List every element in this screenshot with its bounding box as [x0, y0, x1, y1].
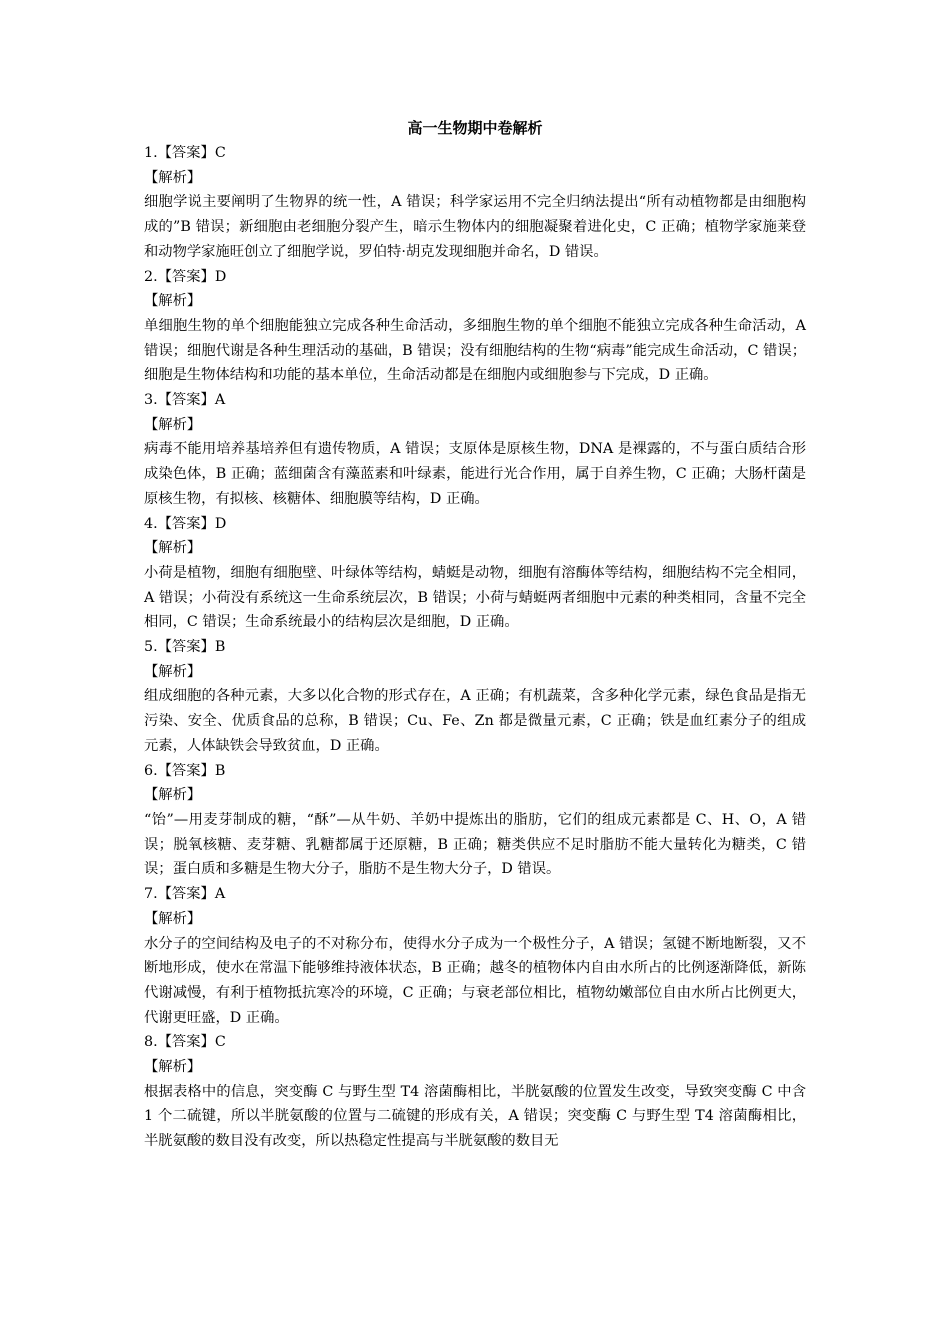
answer-heading: 2.【答案】D — [144, 268, 227, 285]
analysis-text: 病毒不能用培养基培养但有遗传物质，A 错误；支原体是原核生物，DNA 是裸露的，不与蛋白质结合形成染色体，B 正确；蓝细菌含有藻蓝素和叶绿素，能进行光合作用，属于自养生物，C 正确；大肠杆菌是原核生物，有拟核、核糖体、细胞膜等结构，D 正确。 — [144, 441, 806, 507]
analysis-label: 【解析】 — [144, 416, 202, 433]
analysis-label: 【解析】 — [144, 540, 202, 557]
answer-heading: 4.【答案】D — [144, 515, 227, 532]
analysis-text: 组成细胞的各种元素，大多以化合物的形式存在，A 正确；有机蔬菜，含多种化学元素，绿色食品是指无污染、安全、优质食品的总称，B 错误；Cu、Fe、Zn 都是微量元素，C 正确；铁是血红素分子的组成元素，人体缺铁会导致贫血，D 正确。 — [144, 688, 806, 754]
answer-heading: 3.【答案】A — [144, 392, 226, 409]
answer-heading: 5.【答案】B — [144, 639, 226, 656]
answer-item-8 — [144, 1030, 806, 1154]
answer-heading: 7.【答案】A — [144, 886, 226, 903]
analysis-text: “饴”—用麦芽制成的糖，“酥”—从牛奶、羊奶中提炼出的脂肪，它们的组成元素都是 C、H、O，A 错误；脱氧核糖、麦芽糖、乳糖都属于还原糖，B 正确；糖类供应不足时脂肪不能大量转化为糖类，C 错误；蛋白质和多糖是生物大分子，脂肪不是生物大分子，D 错误。 — [144, 811, 806, 878]
answer-heading: 6.【答案】B — [144, 762, 226, 779]
answer-item-3 — [144, 388, 806, 512]
document-page — [144, 115, 806, 1154]
answer-heading: 8.【答案】C — [144, 1034, 226, 1051]
answer-item-6 — [144, 759, 806, 883]
analysis-label: 【解析】 — [144, 169, 202, 186]
document-title: 高一生物期中卷解析 — [407, 119, 543, 137]
analysis-label: 【解析】 — [144, 910, 202, 927]
answer-item-4 — [144, 512, 806, 636]
answer-item-7 — [144, 882, 806, 1030]
analysis-text: 水分子的空间结构及电子的不对称分布，使得水分子成为一个极性分子，A 错误；氢键不断地断裂，又不断地形成，使水在常温下能够维持液体状态，B 正确；越冬的植物体内自由水所占的比例逐渐降低，新陈代谢减慢，有利于植物抵抗寒冷的环境，C 正确；与衰老部位相比，植物幼嫩部位自由水所占比例更大，代谢更旺盛，D 正确。 — [144, 935, 806, 1026]
answer-item-2 — [144, 265, 806, 389]
analysis-label: 【解析】 — [144, 1059, 202, 1076]
analysis-text: 根据表格中的信息，突变酶 C 与野生型 T4 溶菌酶相比，半胱氨酸的位置发生改变，导致突变酶 C 中含 1 个二硫键，所以半胱氨酸的位置与二硫键的形成有关，A 错误；突变酶 C 与野生型 T4 溶菌酶相比，半胱氨酸的数目没有改变，所以热稳定性提高与半胱氨酸的数目无 — [144, 1083, 806, 1150]
answer-heading: 1.【答案】C — [144, 145, 226, 161]
answer-item-5 — [144, 635, 806, 759]
analysis-text: 细胞学说主要阐明了生物界的统一性，A 错误；科学家运用不完全归纳法提出“所有动植物都是由细胞构成的”B 错误；新细胞由老细胞分裂产生，暗示生物体内的细胞凝聚着进化史，C 正确；植物学家施莱登和动物学家施旺创立了细胞学说，罗伯特·胡克发现细胞并命名，D 错误。 — [144, 194, 806, 260]
analysis-text: 小荷是植物，细胞有细胞壁、叶绿体等结构，蜻蜓是动物，细胞有溶酶体等结构，细胞结构不完全相同，A 错误；小荷没有系统这一生命系统层次，B 错误；小荷与蜻蜓两者细胞中元素的种类相同，含量不完全相同，C 错误；生命系统最小的结构层次是细胞，D 正确。 — [144, 564, 806, 631]
analysis-label: 【解析】 — [144, 663, 202, 680]
answer-item-1 — [144, 141, 806, 265]
analysis-label: 【解析】 — [144, 787, 202, 804]
analysis-text: 单细胞生物的单个细胞能独立完成各种生命活动，多细胞生物的单个细胞不能独立完成各种生命活动，A 错误；细胞代谢是各种生理活动的基础，B 错误；没有细胞结构的生物“病毒”能完成生命活动，C 错误；细胞是生物体结构和功能的基本单位，生命活动都是在细胞内或细胞参与下完成，D 正确。 — [144, 317, 806, 384]
analysis-label: 【解析】 — [144, 293, 202, 310]
